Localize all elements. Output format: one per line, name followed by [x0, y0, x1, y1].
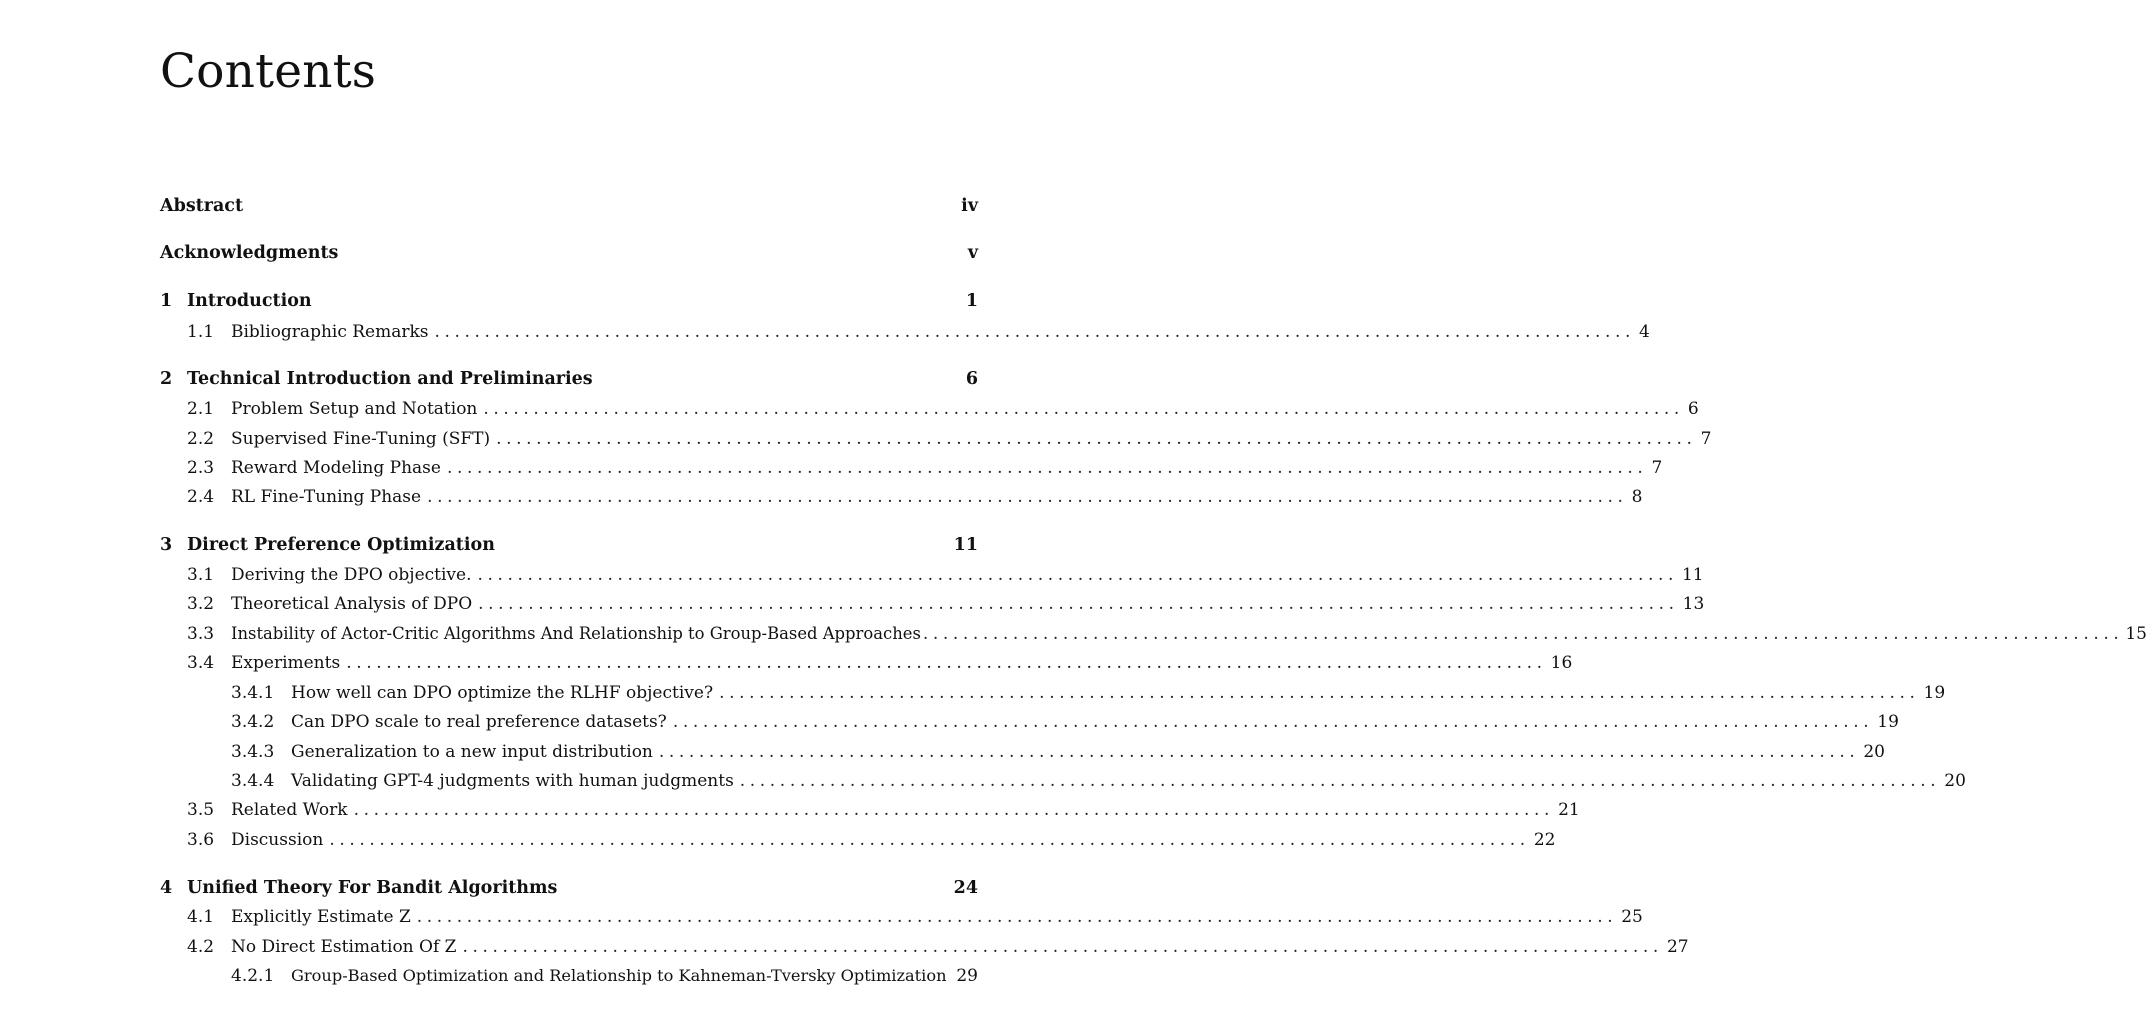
toc-section-title: Related Work — [231, 800, 348, 820]
toc-section-title: No Direct Estimation Of Z — [231, 937, 457, 957]
dot-leader: ........................................................................................................................ — [427, 487, 1628, 507]
toc-section-page: 7 — [1651, 458, 1663, 478]
dot-leader: ........................................................................................................................ — [434, 322, 1635, 342]
toc-section-title: Theoretical Analysis of DPO — [231, 594, 473, 614]
toc-section-number: 3.5 — [187, 800, 215, 820]
toc-chapter-2[interactable] — [160, 367, 978, 391]
toc-chapter-page: 1 — [965, 291, 978, 311]
toc-section-2-2[interactable] — [160, 427, 1712, 451]
toc-chapter-page: 6 — [965, 369, 978, 389]
toc-section-3-2[interactable] — [160, 592, 1705, 616]
toc-subsection-page: 20 — [1944, 771, 1966, 791]
toc-section-page: 8 — [1631, 487, 1643, 507]
toc-section-page: 22 — [1533, 830, 1556, 850]
toc-section-title: Experiments — [231, 653, 341, 673]
toc-section-title: Bibliographic Remarks — [231, 322, 429, 342]
dot-leader: ........................................................................................................................ — [478, 594, 1679, 614]
toc-entry-page: v — [967, 243, 978, 263]
toc-section-4-1[interactable] — [160, 905, 1643, 929]
toc-section-3-4[interactable] — [160, 651, 1573, 675]
toc-section-number: 4.1 — [187, 907, 215, 927]
toc-section-page: 21 — [1558, 800, 1580, 820]
toc-section-page: 4 — [1639, 322, 1650, 342]
toc-subsection-title: Validating GPT-4 judgments with human judgments — [291, 771, 734, 791]
toc-subsection-title: Can DPO scale to real preference datasets? — [291, 712, 667, 732]
toc-section-title: Discussion — [231, 830, 324, 850]
table-of-contents — [160, 0, 2147, 1030]
dot-leader: ........................................................................................................................ — [353, 800, 1555, 820]
toc-entry-acknowledgments[interactable] — [160, 241, 978, 265]
dot-leader: ........................................................................................................................ — [719, 683, 1920, 703]
toc-section-2-4[interactable] — [160, 485, 1643, 509]
toc-section-title: Deriving the DPO objective. — [231, 565, 472, 585]
toc-section-page: 15 — [2125, 624, 2147, 644]
toc-subsection-3-4-1[interactable] — [160, 681, 1946, 705]
dot-leader: ........................................................................................................................ — [483, 399, 1684, 419]
toc-subsection-number: 3.4.1 — [231, 683, 275, 703]
toc-subsection-3-4-4[interactable] — [160, 769, 1966, 793]
page-title: Contents — [160, 44, 377, 99]
toc-section-page: 7 — [1700, 429, 1712, 449]
toc-section-title: Reward Modeling Phase — [231, 458, 441, 478]
toc-entry-title: Acknowledgments — [160, 243, 339, 263]
toc-section-page: 6 — [1687, 399, 1699, 419]
toc-chapter-page: 11 — [953, 535, 978, 555]
toc-section-3-6[interactable] — [160, 828, 1556, 852]
toc-section-number: 1.1 — [187, 322, 215, 342]
toc-subsection-page: 19 — [1923, 683, 1946, 703]
toc-section-number: 4.2 — [187, 937, 215, 957]
toc-chapter-number: 3 — [160, 535, 173, 555]
toc-section-number: 3.4 — [187, 653, 215, 673]
toc-subsection-number: 4.2.1 — [231, 966, 275, 986]
toc-section-page: 11 — [1681, 565, 1704, 585]
toc-section-number: 2.4 — [187, 487, 215, 507]
toc-section-number: 3.3 — [187, 624, 215, 644]
toc-section-page: 25 — [1621, 907, 1643, 927]
toc-section-3-3[interactable] — [160, 622, 2147, 646]
toc-subsection-title: Group-Based Optimization and Relationship to Kahneman-Tversky Optimization — [291, 966, 947, 985]
toc-section-3-5[interactable] — [160, 798, 1580, 822]
toc-chapter-title: Unified Theory For Bandit Algorithms — [187, 878, 558, 898]
toc-subsection-page: 29 — [956, 966, 978, 986]
toc-entry-abstract[interactable] — [160, 194, 978, 218]
toc-section-2-1[interactable] — [160, 397, 1699, 421]
toc-chapter-title: Introduction — [187, 291, 312, 311]
dot-leader: ........................................................................................................................ — [496, 429, 1697, 449]
toc-chapter-title: Technical Introduction and Preliminaries — [187, 369, 593, 389]
toc-chapter-1[interactable] — [160, 289, 978, 313]
dot-leader: ........................................................................................................................ — [446, 458, 1648, 478]
toc-subsection-title: Generalization to a new input distribution — [291, 742, 653, 762]
toc-section-number: 3.2 — [187, 594, 215, 614]
toc-section-number: 3.1 — [187, 565, 215, 585]
toc-section-title: Supervised Fine-Tuning (SFT) — [231, 429, 491, 449]
toc-section-title: Explicitly Estimate Z — [231, 907, 411, 927]
toc-section-1-1[interactable] — [160, 320, 1650, 344]
toc-subsection-number: 3.4.3 — [231, 742, 275, 762]
toc-subsection-3-4-2[interactable] — [160, 710, 1899, 734]
toc-section-number: 2.1 — [187, 399, 215, 419]
toc-subsection-number: 3.4.4 — [231, 771, 275, 791]
toc-section-number: 3.6 — [187, 830, 215, 850]
toc-subsection-4-2-1[interactable] — [160, 964, 978, 988]
dot-leader: ........................................................................................................................ — [672, 712, 1874, 732]
dot-leader: ........................................................................................................................ — [922, 624, 2124, 644]
toc-subsection-number: 3.4.2 — [231, 712, 275, 732]
toc-section-3-1[interactable] — [160, 563, 1704, 587]
toc-chapter-3[interactable] — [160, 533, 978, 557]
dot-leader: ........................................................................................................................ — [329, 830, 1530, 850]
dot-leader: ........................................................................................................................ — [477, 565, 1678, 585]
dot-leader: ........................................................................................................................ — [462, 937, 1663, 957]
toc-section-page: 13 — [1682, 594, 1705, 614]
toc-section-number: 2.3 — [187, 458, 215, 478]
toc-chapter-page: 24 — [953, 878, 978, 898]
toc-section-title: Problem Setup and Notation — [231, 399, 478, 419]
toc-subsection-title: How well can DPO optimize the RLHF objective? — [291, 683, 714, 703]
toc-chapter-title: Direct Preference Optimization — [187, 535, 495, 555]
toc-chapter-number: 2 — [160, 369, 173, 389]
toc-chapter-4[interactable] — [160, 876, 978, 900]
dot-leader: ........................................................................................................................ — [416, 907, 1618, 927]
toc-subsection-3-4-3[interactable] — [160, 740, 1885, 764]
toc-section-title: Instability of Actor-Critic Algorithms And Relationship to Group-Based Approaches — [231, 624, 921, 643]
dot-leader: ........................................................................................................................ — [658, 742, 1860, 762]
toc-subsection-page: 20 — [1863, 742, 1885, 762]
toc-subsection-page: 19 — [1877, 712, 1899, 732]
toc-section-title: RL Fine-Tuning Phase — [231, 487, 422, 507]
toc-section-4-2[interactable] — [160, 935, 1689, 959]
toc-section-page: 16 — [1550, 653, 1573, 673]
toc-chapter-number: 1 — [160, 291, 173, 311]
dot-leader: ........................................................................................................................ — [346, 653, 1547, 673]
toc-chapter-number: 4 — [160, 878, 173, 898]
toc-section-number: 2.2 — [187, 429, 215, 449]
toc-section-2-3[interactable] — [160, 456, 1663, 480]
toc-entry-title: Abstract — [160, 196, 244, 216]
toc-entry-page: iv — [961, 196, 978, 216]
dot-leader: ........................................................................................................................ — [739, 771, 1941, 791]
toc-section-page: 27 — [1666, 937, 1689, 957]
